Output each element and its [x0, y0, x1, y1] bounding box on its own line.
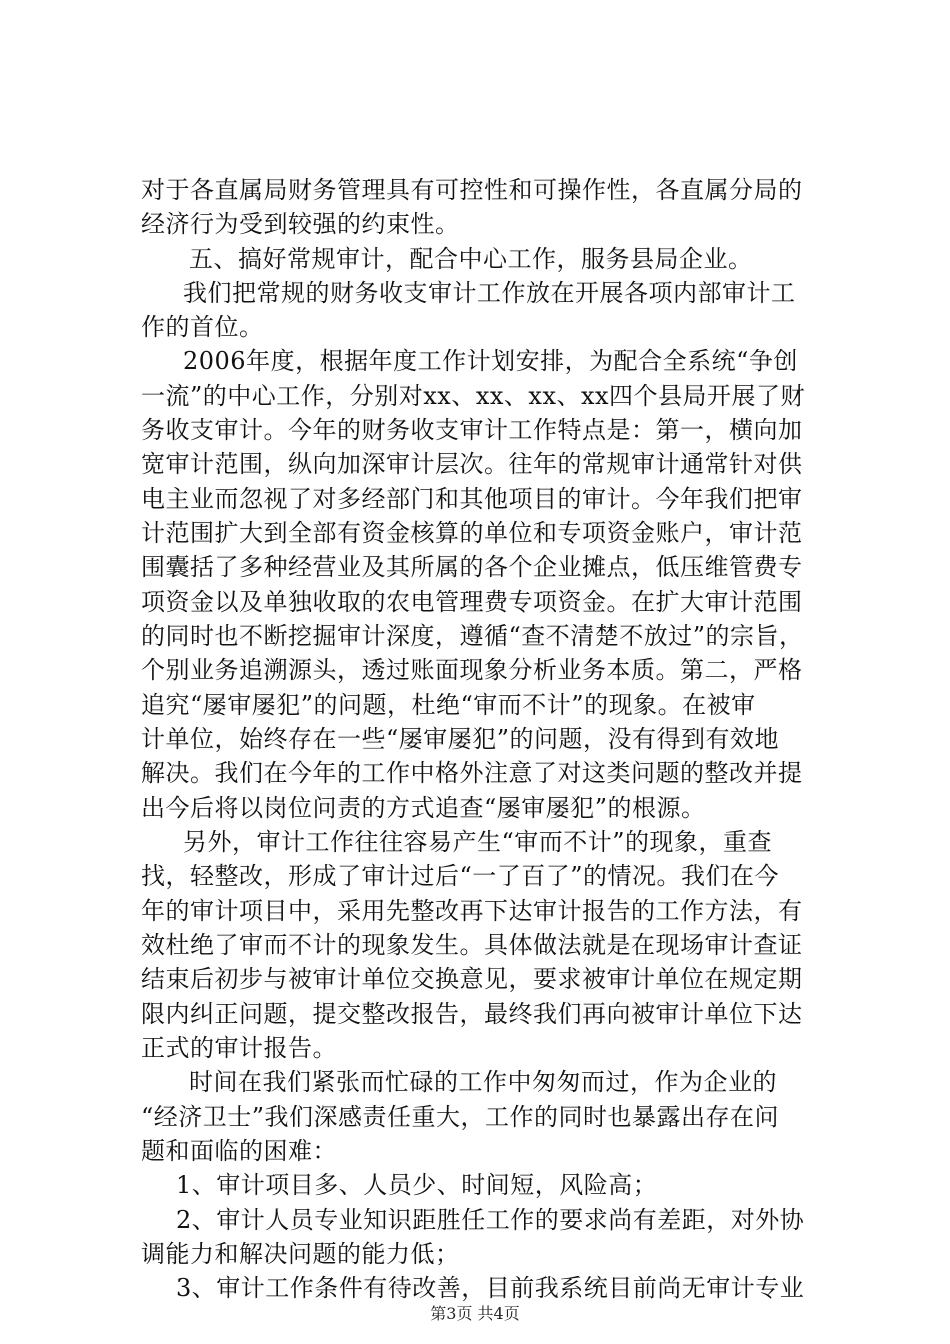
- text-line: 对于各直属局财务管理具有可控性和可操作性，各直属分局的: [141, 176, 803, 204]
- text-line: 个别业务追溯源头，透过账面现象分析业务本质。第二，严格: [141, 656, 803, 684]
- text-line: 时间在我们紧张而忙碌的工作中匆匆而过，作为企业的: [189, 1068, 777, 1096]
- text-line: 找，轻整改，形成了审计过后“一了百了”的情况。我们在今: [141, 862, 780, 890]
- text-line: 正式的审计报告。: [141, 1034, 337, 1062]
- list-item: 3、审计工作条件有待改善，目前我系统目前尚无审计专业: [176, 1274, 805, 1302]
- text-line: 经济行为受到较强的约束性。: [141, 210, 460, 238]
- text-line: 宽审计范围，纵向加深审计层次。往年的常规审计通常针对供: [141, 450, 803, 478]
- text-line: 题和面临的困难：: [141, 1137, 337, 1165]
- list-item: 2、审计人员专业知识距胜任工作的要求尚有差距，对外协: [176, 1206, 805, 1234]
- text-line: 围囊括了多种经营业及其所属的各个企业摊点，低压维管费专: [141, 553, 803, 581]
- text-line: 的同时也不断挖掘审计深度，遵循“查不清楚不放过”的宗旨，: [141, 622, 804, 650]
- text-line: 追究“屡审屡犯”的问题，杜绝“审而不计”的现象。在被审: [141, 691, 756, 719]
- text-line: 一流”的中心工作，分别对xx、xx、xx、xx四个县局开展了财: [141, 382, 806, 410]
- text-line: 计单位，始终存在一些“屡审屡犯”的问题，没有得到有效地: [141, 725, 780, 753]
- text-line: 效杜绝了审而不计的现象发生。具体做法就是在现场审计查证: [141, 931, 803, 959]
- text-line: 务收支审计。今年的财务收支审计工作特点是：第一，横向加: [141, 416, 803, 444]
- text-line: 另外，审计工作往往容易产生“审而不计”的现象，重查: [183, 828, 773, 856]
- text-line: 出今后将以岗位问责的方式追查“屡审屡犯”的根源。: [141, 794, 706, 822]
- text-line: “经济卫士”我们深感责任重大，工作的同时也暴露出存在问: [141, 1103, 780, 1131]
- text-line: 限内纠正问题，提交整改报告，最终我们再向被审计单位下达: [141, 1000, 803, 1028]
- text-line: 结束后初步与被审计单位交换意见，要求被审计单位在规定期: [141, 965, 803, 993]
- text-line: 我们把常规的财务收支审计工作放在开展各项内部审计工: [183, 279, 796, 307]
- page-number-footer: 第3页 共4页: [430, 1304, 520, 1323]
- text-line: 电主业而忽视了对多经部门和其他项目的审计。今年我们把审: [141, 485, 803, 513]
- text-line: 项资金以及单独收取的农电管理费专项资金。在扩大审计范围: [141, 588, 803, 616]
- section-heading: 五、搞好常规审计，配合中心工作，服务县局企业。: [189, 245, 753, 273]
- list-item: 1、审计项目多、人员少、时间短，风险高；: [176, 1171, 658, 1199]
- text-line: 解决。我们在今年的工作中格外注意了对这类问题的整改并提: [141, 759, 803, 787]
- text-line: 2006年度，根据年度工作计划安排，为配合全系统“争创: [183, 347, 798, 375]
- text-line: 调能力和解决问题的能力低；: [141, 1240, 460, 1268]
- text-line: 年的审计项目中，采用先整改再下达审计报告的工作方法，有: [141, 897, 803, 925]
- text-line: 计范围扩大到全部有资金核算的单位和专项资金账户，审计范: [141, 519, 803, 547]
- text-line: 作的首位。: [141, 313, 264, 341]
